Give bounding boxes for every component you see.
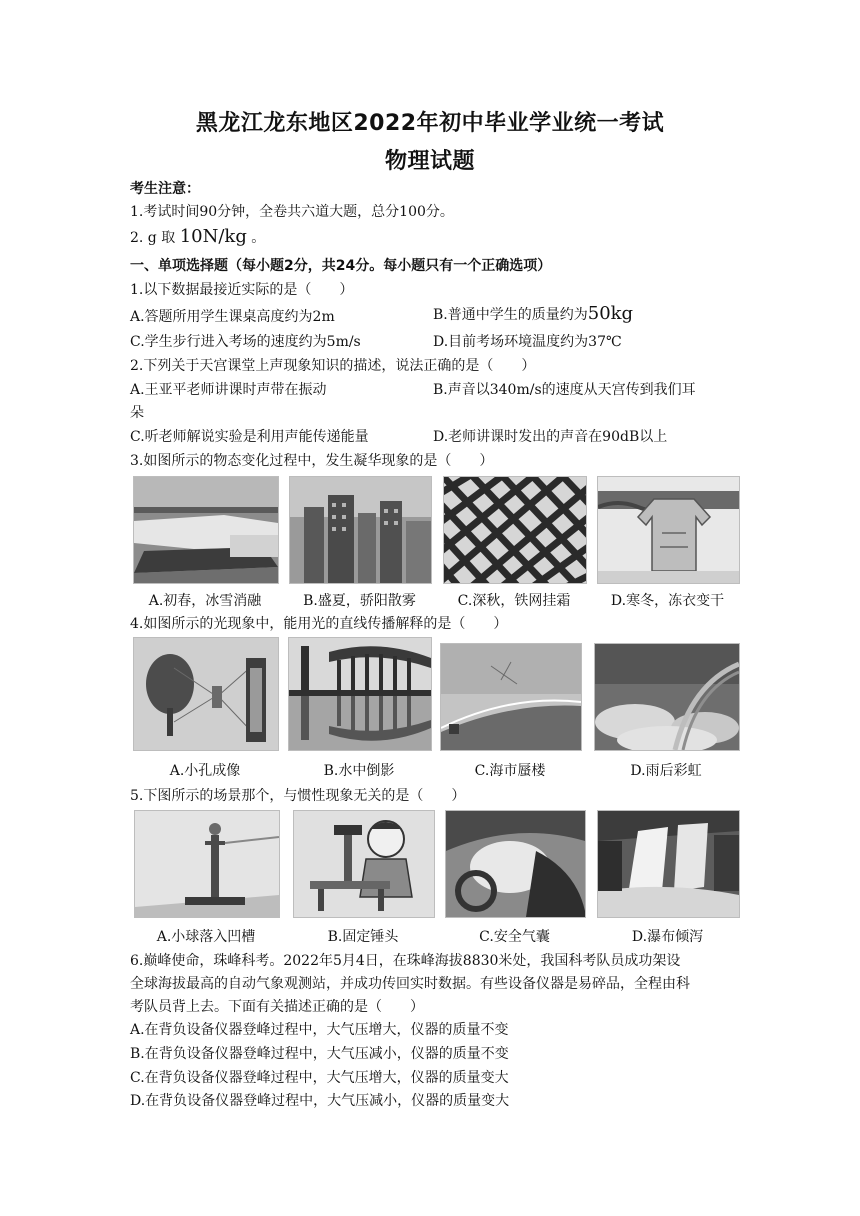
q2-option-b: B.声音以340m/s的速度从天宫传到我们耳 (433, 382, 696, 398)
q1-option-b-text: B.普通中学生的质量约为 (433, 307, 588, 323)
exam-title: 黑龙江龙东地区2022年初中毕业学业统一考试 (195, 111, 665, 136)
q1-option-b-value: 50kg (587, 303, 634, 324)
q2-option-b-continued: 朵 (130, 405, 144, 421)
q5-stem: 5.下图所示的场景那个，与惯性现象无关的是（ ） (130, 788, 466, 804)
q5-figure-b-hammer (293, 810, 435, 918)
q6-option-b: B.在背负设备仪器登峰过程中，大气压减小，仪器的质量不变 (130, 1046, 509, 1062)
q3-figure-c-frost-fence (443, 476, 587, 584)
section-heading: 一、单项选择题（每小题2分，共24分。每小题只有一个正确选项） (130, 258, 552, 274)
q5-figure-d-waterfall (597, 810, 740, 918)
q6-stem-line-2: 全球海拔最高的自动气象观测站，并成功传回实时数据。有些设备仪器是易碎品，全程由科 (130, 976, 690, 992)
q5-figure-a-ball-groove (134, 810, 280, 918)
q4-figure-b-reflection (288, 637, 432, 751)
notice-heading: 考生注意： (130, 181, 200, 197)
q6-option-c: C.在背负设备仪器登峰过程中，大气压增大，仪器的质量变大 (130, 1070, 509, 1086)
q1-option-d: D.目前考场环境温度约为37℃ (433, 334, 622, 350)
q4-figure-c-mirage (440, 643, 582, 751)
notice-item-2 (130, 226, 265, 247)
q5-caption-b: B.固定锤头 (327, 929, 399, 945)
q1-stem: 1.以下数据最接近实际的是（ ） (130, 282, 354, 298)
q4-figure-d-rainbow (594, 643, 740, 751)
q1-option-c: C.学生步行进入考场的速度约为5m/s (130, 334, 361, 350)
q3-caption-a: A.初春，冰雪消融 (148, 593, 262, 609)
q3-figure-a-ice-melting (133, 476, 279, 584)
q1-option-b (433, 303, 633, 324)
q4-caption-d: D.雨后彩虹 (630, 763, 702, 779)
q4-figure-a-pinhole-camera (133, 637, 279, 751)
q4-caption-b: B.水中倒影 (323, 763, 395, 779)
q5-caption-a: A.小球落入凹槽 (156, 929, 256, 945)
q3-stem: 3.如图所示的物态变化过程中，发生凝华现象的是（ ） (130, 453, 494, 469)
notice-item-1: 1.考试时间90分钟，全卷共六道大题，总分100分。 (130, 204, 454, 220)
notice-item-2-prefix: 2. g 取 (130, 230, 176, 246)
q5-caption-c: C.安全气囊 (479, 929, 550, 945)
q5-caption-d: D.瀑布倾泻 (631, 929, 704, 945)
q2-option-d: D.老师讲课时发出的声音在90dB以上 (433, 429, 668, 445)
q4-caption-c: C.海市蜃楼 (474, 763, 546, 779)
q2-option-a: A.王亚平老师讲课时声带在振动 (130, 382, 327, 398)
q1-option-a: A.答题所用学生课桌高度约为2m (130, 309, 335, 325)
notice-item-2-value: 10N/kg (179, 226, 247, 247)
q3-caption-c: C.深秋，铁网挂霜 (457, 593, 571, 609)
q3-caption-b: B.盛夏，骄阳散雾 (303, 593, 416, 609)
exam-subtitle: 物理试题 (384, 149, 475, 174)
q2-option-c: C.听老师解说实验是利用声能传递能量 (130, 429, 369, 445)
q6-stem-line-1: 6.巅峰使命，珠峰科考。2022年5月4日，在珠峰海拔8830米处，我国科考队员成功架设 (130, 953, 681, 969)
q4-caption-a: A.小孔成像 (169, 763, 241, 779)
q6-stem-line-3: 考队员背上去。下面有关描述正确的是（ ） (130, 999, 424, 1015)
q3-figure-b-fog-city (289, 476, 432, 584)
q5-figure-c-airbag (445, 810, 586, 918)
q3-caption-d: D.寒冬，冻衣变干 (610, 593, 725, 609)
q6-option-d: D.在背负设备仪器登峰过程中，大气压减小，仪器的质量变大 (130, 1093, 510, 1109)
notice-item-2-suffix: 。 (251, 230, 266, 246)
q3-figure-d-frozen-clothes (597, 476, 740, 584)
q2-stem: 2.下列关于天宫课堂上声现象知识的描述，说法正确的是（ ） (130, 358, 536, 374)
q6-option-a: A.在背负设备仪器登峰过程中，大气压增大，仪器的质量不变 (130, 1022, 509, 1038)
q4-stem: 4.如图所示的光现象中，能用光的直线传播解释的是（ ） (130, 616, 508, 632)
